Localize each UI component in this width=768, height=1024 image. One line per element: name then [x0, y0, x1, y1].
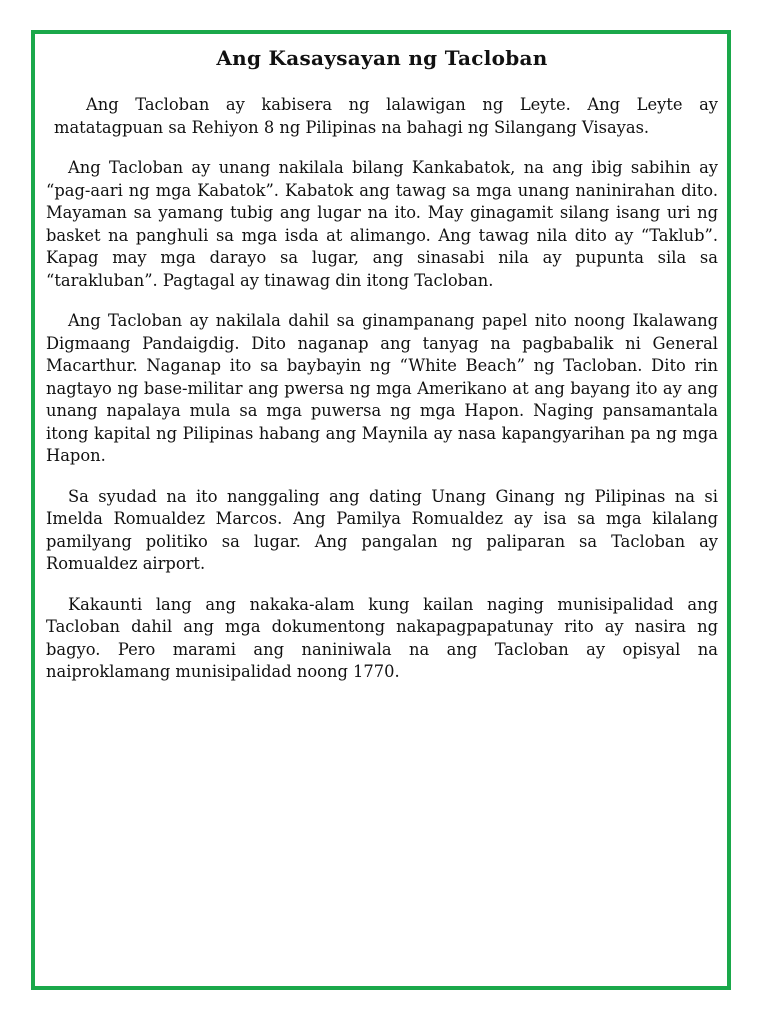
paragraph-3: Ang Tacloban ay nakilala dahil sa ginampanang papel nito noong Ikalawang Digmaang Pandaigdig. Dito naganap ang tanyag na pagbabalik ni General Macarthur. Naganap ito sa baybayin ng “White Beach” ng Tacloban. Dito rin nagtayo ng base-militar ang pwersa ng mga Amerikano at ang bayang ito ay ang unang napalaya mula sa mga puwersa ng mga Hapon. Naging pansamantala itong kapital ng Pilipinas habang ang Maynila ay nasa kapangyarihan pa ng mga Hapon. — [46, 311, 718, 465]
document-body — [46, 44, 718, 684]
paragraph-5: Kakaunti lang ang nakaka-alam kung kailan naging munisipalidad ang Tacloban dahil ang mga dokumentong nakapagpapatunay rito ay nasira ng bagyo. Pero marami ang naniniwala na ang Tacloban ay opisyal na naiproklamang munisipalidad noong 1770. — [46, 594, 718, 681]
paragraph-4: Sa syudad na ito nanggaling ang dating Unang Ginang ng Pilipinas na si Imelda Romualdez Marcos. Ang Pamilya Romualdez ay isa sa mga kilalang pamilyang politiko sa lugar. Ang pangalan ng paliparan sa Tacloban ay Romualdez airport. — [46, 486, 718, 573]
paragraph-2: Ang Tacloban ay unang nakilala bilang Kankabatok, na ang ibig sabihin ay “pag-aari ng mga Kabatok”. Kabatok ang tawag sa mga unang naninirahan dito. Mayaman sa yamang tubig ang lugar na ito. May ginagamit silang isang uri ng basket na panghuli sa mga isda at alimango. Ang tawag nila dito ay “Taklub”. Kapag may mga darayo sa lugar, ang sinasabi nila ay pupunta sila sa “tarakluban”. Pagtagal ay tinawag din itong Tacloban. — [46, 158, 718, 290]
document-title: Ang Kasaysayan ng Tacloban — [216, 46, 548, 70]
paragraph-1: Ang Tacloban ay kabisera ng lalawigan ng Leyte. Ang Leyte ay matatagpuan sa Rehiyon 8 ng Pilipinas na bahagi ng Silangang Visayas. — [54, 95, 718, 137]
